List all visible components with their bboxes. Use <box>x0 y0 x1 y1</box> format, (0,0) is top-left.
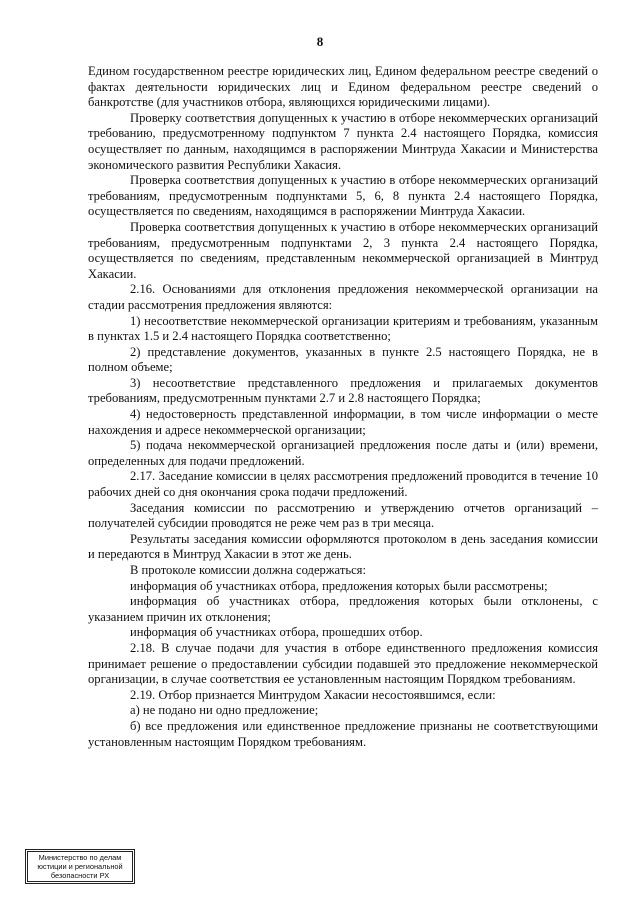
paragraph: информация об участниках отбора, предложения которых были рассмотрены; <box>130 578 548 593</box>
page-number: 8 <box>316 34 324 49</box>
paragraph: б) все предложения или единственное предложение признаны не соответствующими установленным настоящим Порядком требованиям. <box>88 718 598 749</box>
paragraph: 2.18. В случае подачи для участия в отборе единственного предложения комиссия принимает решение о предоставлении субсидии подавшей это предложение некоммерческой организации, в случае соответствия ее установленным настоящим Порядком требованиям. <box>88 640 598 687</box>
paragraph: Результаты заседания комиссии оформляются протоколом в день заседания комиссии и передаются в Минтруд Хакасии в этот же день. <box>88 531 598 562</box>
paragraph: а) не подано ни одно предложение; <box>130 703 319 718</box>
paragraph: В протоколе комиссии должна содержаться: <box>130 563 366 577</box>
stamp-line: юстиции и региональной <box>37 862 123 871</box>
paragraph: 2.17. Заседание комиссии в целях рассмотрения предложений проводится в течение 10 рабочих дней со дня окончания срока подачи предложений. <box>88 469 598 500</box>
paragraph: Проверка соответствия допущенных к участию в отборе некоммерческих организаций требованиям, предусмотренным подпунктами 5, 6, 8 пункта 2.4 настоящего Порядка, осуществляется по сведениям, находящимся в распоряжении Минтруда Хакасии. <box>88 173 598 219</box>
paragraph: Едином государственном реестре юридических лиц, Едином федеральном реестре сведений о фактах деятельности юридических лиц и Едином федеральном реестре сведений о банкротстве (для участников отбора, являющихся юридическими лицами). <box>88 64 598 110</box>
paragraph: 5) подача некоммерческой организацией предложения после даты и (или) времени, определенных для подачи предложений. <box>88 438 598 468</box>
paragraph: 2.19. Отбор признается Минтрудом Хакасии несостоявшимся, если: <box>130 687 496 702</box>
paragraph: 3) несоответствие представленного предложения и прилагаемых документов требованиям, предусмотренным пунктами 2.7 и 2.8 настоящего Порядка; <box>88 375 598 406</box>
paragraph: 4) недостоверность представленной информации, в том числе информации о месте нахождения и адресе некоммерческой организации; <box>88 407 598 437</box>
registration-stamp <box>25 849 135 884</box>
paragraph: Проверка соответствия допущенных к участию в отборе некоммерческих организаций требованиям, предусмотренным подпунктами 2, 3 пункта 2.4 настоящего Порядка, осуществляется по сведениям, представленным некоммерческой организацией в Минтруд Хакасии. <box>88 219 598 281</box>
paragraph: информация об участниках отбора, предложения которых были отклонены, с указанием причин их отклонения; <box>88 594 598 624</box>
stamp-line: безопасности РХ <box>50 871 110 880</box>
paragraph: Проверку соответствия допущенных к участию в отборе некоммерческих организаций требованию, предусмотренному подпунктом 7 пункта 2.4 настоящего Порядка, комиссия осуществляет по данным, находящимся в распоряжении Минтруда Хакасии и Министерства экономического развития Республики Хакасия. <box>88 110 598 172</box>
paragraph: 1) несоответствие некоммерческой организации критериям и требованиям, указанным в пунктах 1.5 и 2.4 настоящего Порядка соответственно; <box>88 313 598 344</box>
paragraph: информация об участниках отбора, прошедших отбор. <box>130 625 423 640</box>
paragraph: Заседания комиссии по рассмотрению и утверждению отчетов организаций – получателей субсидии проводятся не реже чем раз в три месяца. <box>88 500 598 531</box>
paragraph: 2) представление документов, указанных в пункте 2.5 настоящего Порядка, не в полном объеме; <box>88 344 598 375</box>
stamp-line: Министерство по делам <box>38 853 122 862</box>
document-body <box>88 64 598 750</box>
paragraph: 2.16. Основаниями для отклонения предложения некоммерческой организации на стадии рассмотрения предложения являются: <box>88 282 598 312</box>
